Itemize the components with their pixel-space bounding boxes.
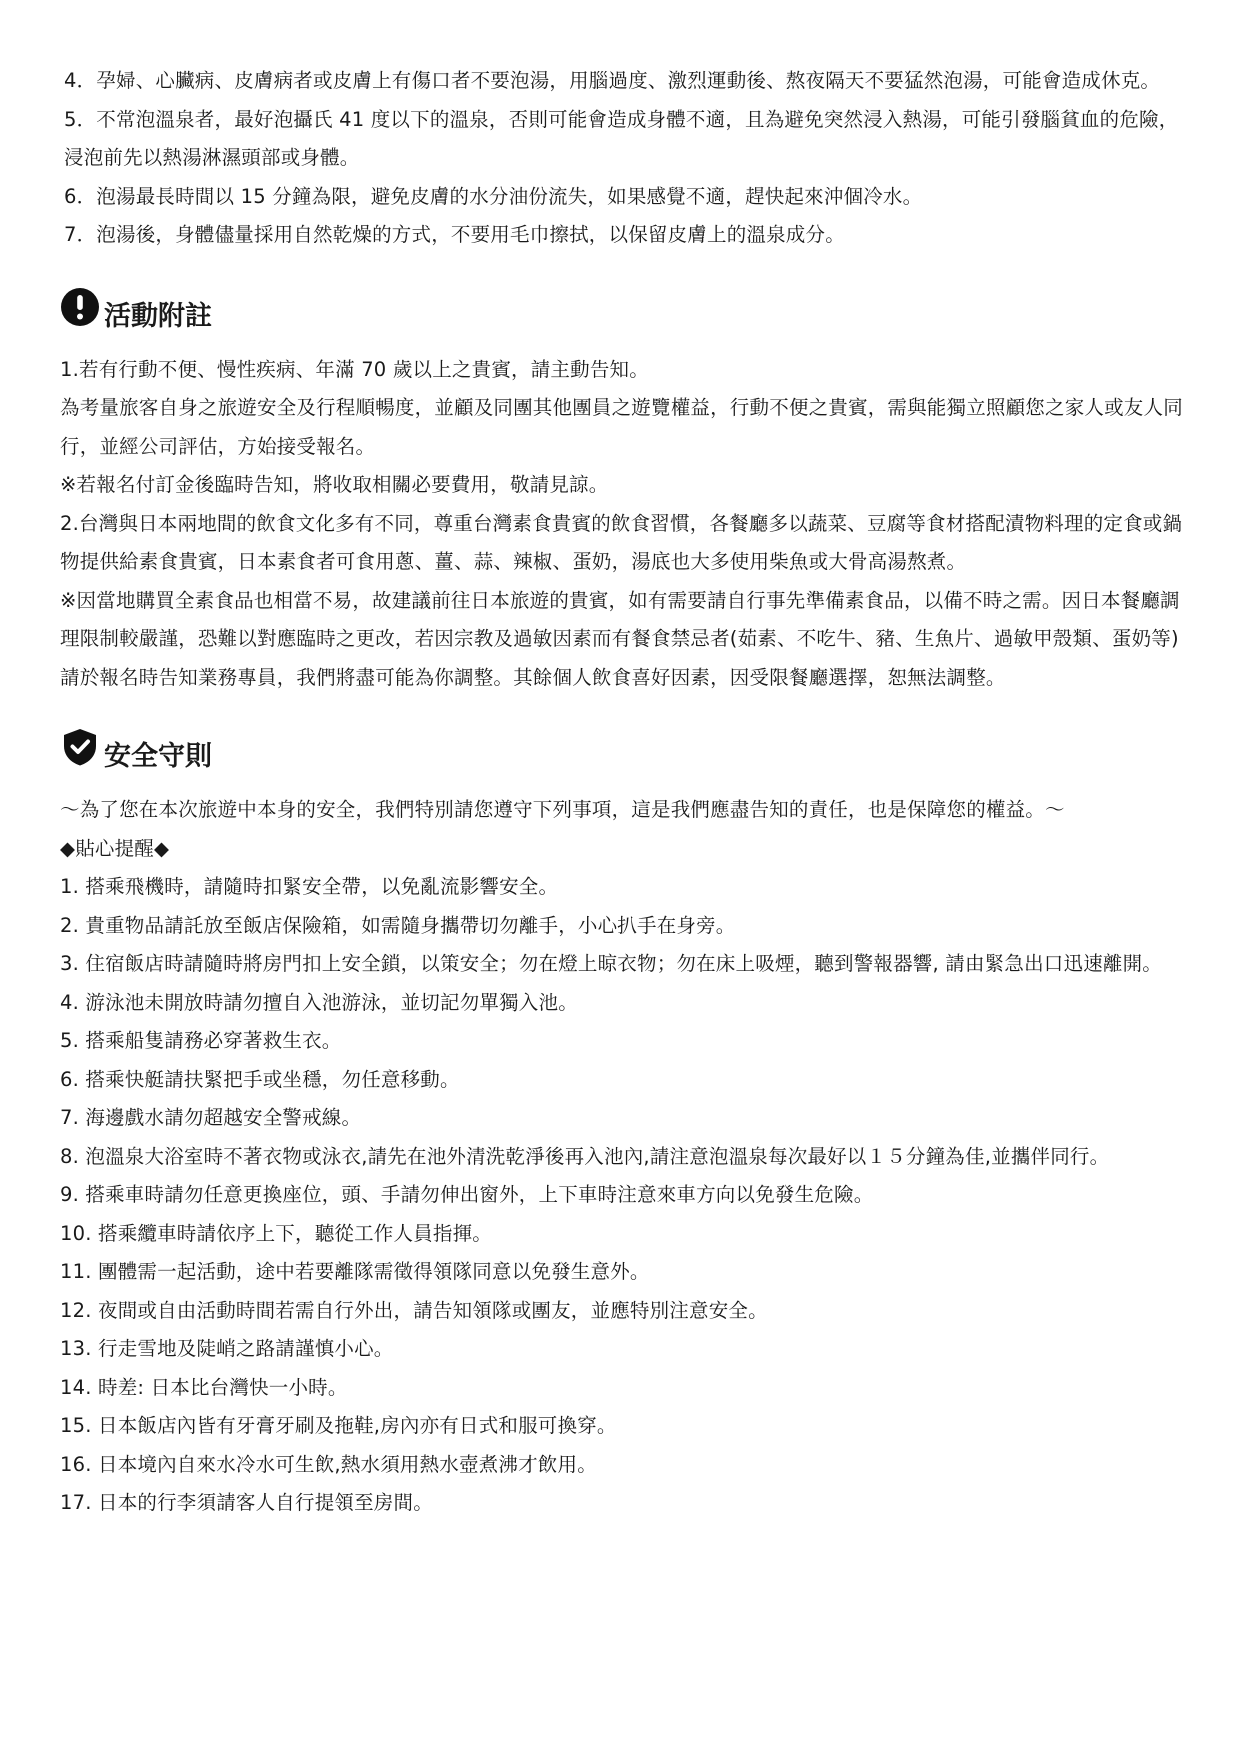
list-item: 6. 搭乘快艇請扶緊把手或坐穩，勿任意移動。 bbox=[60, 1067, 460, 1091]
list-item: 1. 搭乘飛機時，請隨時扣緊安全帶，以免亂流影響安全。 bbox=[60, 875, 559, 898]
document-page bbox=[60, 62, 1185, 1523]
exclamation-circle-icon bbox=[60, 287, 100, 327]
hot-spring-tips-list bbox=[60, 62, 1185, 255]
tip-label: ◆貼心提醒◆ bbox=[60, 836, 170, 860]
notes-paragraph: ※因當地購買全素食品也相當不易，故建議前往日本旅遊的貴賓，如有需要請自行事先準備素食品，以備不時之需。因日本餐廳調理限制較嚴謹，恐難以對應臨時之更改，若因宗教及過敏因素而有餐食禁忌者(茹素、不吃牛、豬、生魚片、過敏甲殼類、蛋奶等)請於報名時告知業務專員，我們將盡可能為你調整。其餘個人飲食喜好因素，因受限餐廳選擇，恕無法調整。 bbox=[60, 588, 1180, 689]
list-item: 9. 搭乘車時請勿任意更換座位，頭、手請勿伸出窗外，上下車時注意來車方向以免發生危險。 bbox=[60, 1183, 874, 1206]
notes-body bbox=[60, 351, 1185, 698]
notes-paragraph: 為考量旅客自身之旅遊安全及行程順暢度，並顧及同團其他團員之遊覽權益，行動不便之貴賓，需與能獨立照顧您之家人或友人同行，並經公司評估，方始接受報名。 bbox=[60, 396, 1183, 458]
notes-heading bbox=[60, 287, 1185, 337]
list-item: 17. 日本的行李須請客人自行提領至房間。 bbox=[60, 1491, 433, 1514]
list-item: 16. 日本境內自來水冷水可生飲,熱水須用熱水壺煮沸才飲用。 bbox=[60, 1452, 597, 1476]
list-item: 5．不常泡溫泉者，最好泡攝氏 41 度以下的溫泉，否則可能會造成身體不適，且為避免突然浸入熱湯，可能引發腦貧血的危險，浸泡前先以熱湯淋濕頭部或身體。 bbox=[64, 107, 1179, 169]
list-item: 4．孕婦、心臟病、皮膚病者或皮膚上有傷口者不要泡湯，用腦過度、激烈運動後、熬夜隔天不要猛然泡湯，可能會造成休克。 bbox=[64, 69, 1161, 92]
list-item: 8. 泡溫泉大浴室時不著衣物或泳衣,請先在池外清洗乾淨後再入池內,請注意泡溫泉每次最好以１５分鐘為佳,並攜伴同行。 bbox=[60, 1144, 1110, 1168]
notes-title: 活動附註 bbox=[104, 300, 212, 332]
list-item: 7. 海邊戲水請勿超越安全警戒線。 bbox=[60, 1106, 362, 1129]
safety-heading bbox=[60, 727, 1185, 777]
list-item: 3. 住宿飯店時請隨時將房門扣上安全鎖，以策安全；勿在燈上晾衣物；勿在床上吸煙，聽到警報器響, 請由緊急出口迅速離開。 bbox=[60, 952, 1163, 975]
list-item: 7．泡湯後，身體儘量採用自然乾燥的方式，不要用毛巾擦拭，以保留皮膚上的溫泉成分。 bbox=[64, 223, 845, 246]
list-item: 6．泡湯最長時間以 15 分鐘為限，避免皮膚的水分油份流失，如果感覺不適，趕快起來沖個冷水。 bbox=[64, 184, 923, 208]
list-item: 11. 團體需一起活動，途中若要離隊需徵得領隊同意以免發生意外。 bbox=[60, 1260, 650, 1283]
shield-check-icon bbox=[60, 727, 100, 767]
list-item: 15. 日本飯店內皆有牙膏牙刷及拖鞋,房內亦有日式和服可換穿。 bbox=[60, 1414, 617, 1437]
safety-title: 安全守則 bbox=[104, 741, 212, 772]
list-item: 5. 搭乘船隻請務必穿著救生衣。 bbox=[60, 1029, 342, 1052]
list-item: 14. 時差: 日本比台灣快一小時。 bbox=[60, 1375, 348, 1399]
list-item: 2. 貴重物品請託放至飯店保險箱，如需隨身攜帶切勿離手，小心扒手在身旁。 bbox=[60, 913, 736, 937]
list-item: 12. 夜間或自由活動時間若需自行外出，請告知領隊或團友，並應特別注意安全。 bbox=[60, 1298, 768, 1322]
list-item: 4. 游泳池未開放時請勿擅自入池游泳，並切記勿單獨入池。 bbox=[60, 990, 578, 1014]
notes-paragraph: 2.台灣與日本兩地間的飲食文化多有不同，尊重台灣素食貴賓的飲食習慣，各餐廳多以蔬菜、豆腐等食材搭配漬物料理的定食或鍋物提供給素食貴賓，日本素食者可食用蔥、薑、蒜、辣椒、蛋奶，湯底也大多使用柴魚或大骨高湯熬煮。 bbox=[60, 511, 1183, 573]
safety-list bbox=[60, 868, 1185, 1523]
safety-body bbox=[60, 791, 1185, 1523]
list-item: 13. 行走雪地及陡峭之路請謹慎小心。 bbox=[60, 1337, 394, 1360]
notes-paragraph: 1.若有行動不便、慢性疾病、年滿 70 歲以上之貴賓，請主動告知。 bbox=[60, 357, 649, 381]
notes-paragraph: ※若報名付訂金後臨時告知，將收取相關必要費用，敬請見諒。 bbox=[60, 473, 609, 496]
list-item: 10. 搭乘纜車時請依序上下，聽從工作人員指揮。 bbox=[60, 1221, 493, 1245]
safety-intro: ～為了您在本次旅遊中本身的安全，我們特別請您遵守下列事項，這是我們應盡告知的責任，也是保障您的權益。～ bbox=[60, 798, 1065, 821]
